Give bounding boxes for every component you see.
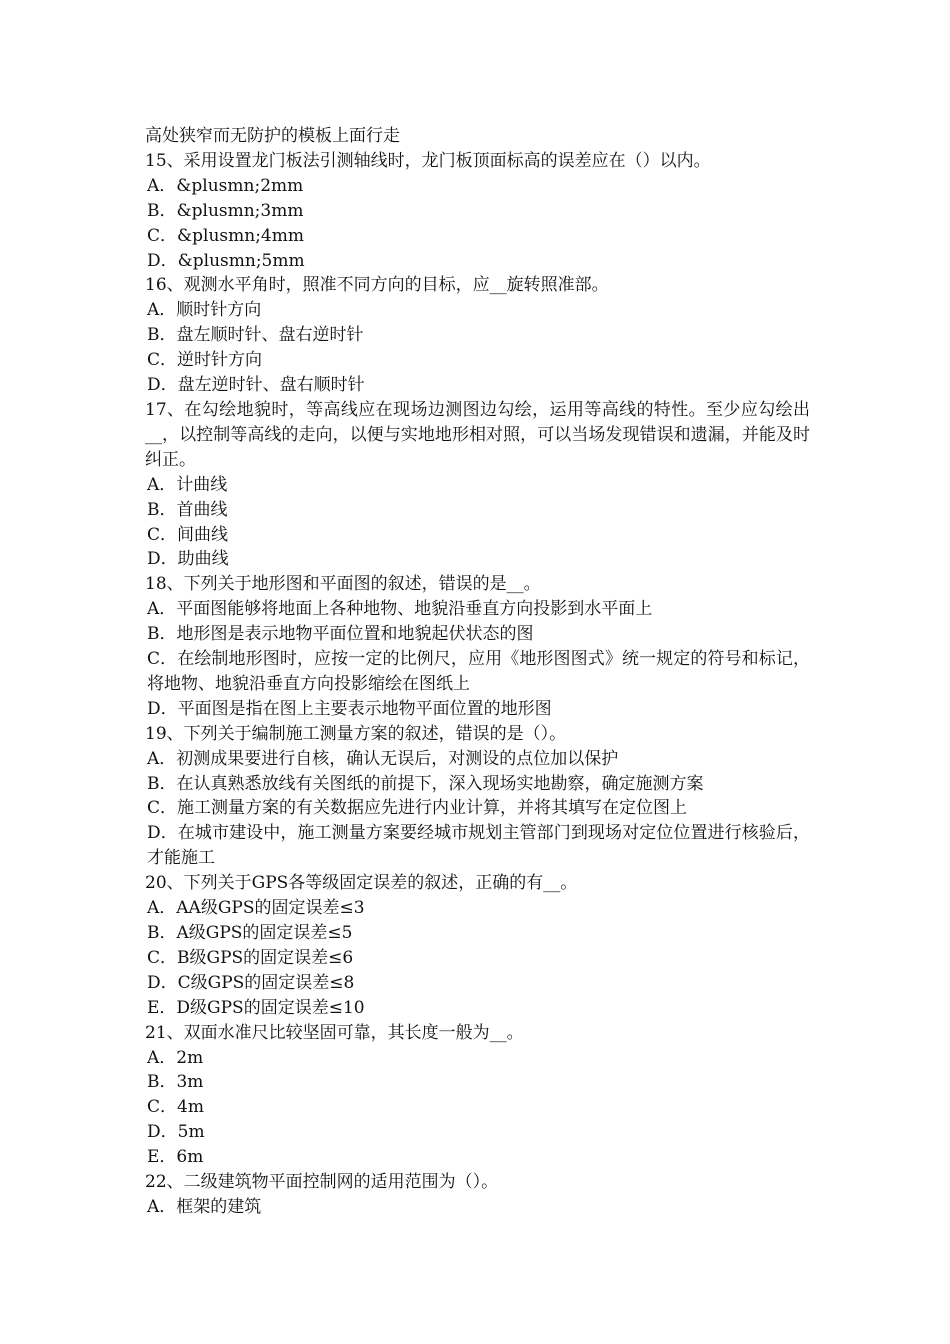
question-15-option-a: A．&plusmn;2mm [147, 175, 304, 196]
question-15-option-d: D．&plusmn;5mm [147, 250, 305, 271]
question-20-option-b: B．A级GPS的固定误差≤5 [147, 923, 353, 943]
question-20-option-d: D．C级GPS的固定误差≤8 [147, 972, 355, 993]
question-17-option-d: D．助曲线 [147, 549, 229, 570]
document-body [145, 124, 810, 1220]
question-20-option-a: A．AA级GPS的固定误差≤3 [147, 898, 365, 919]
question-17-option-b: B．首曲线 [147, 499, 228, 520]
question-22-option-a: A．框架的建筑 [147, 1196, 262, 1217]
intro-text: 高处狭窄而无防护的模板上面行走 [145, 126, 400, 146]
question-19-option-b: B．在认真熟悉放线有关图纸的前提下，深入现场实地勘察，确定施测方案 [147, 773, 704, 794]
question-21-option-b: B．3m [147, 1072, 204, 1093]
question-21-option-d: D．5m [147, 1122, 205, 1143]
question-17-option-c: C．间曲线 [147, 524, 229, 545]
question-20-option-e: E．D级GPS的固定误差≤10 [147, 997, 365, 1018]
question-21-stem: 21、双面水准尺比较坚固可靠，其长度一般为__。 [145, 1022, 524, 1043]
question-21-option-a: A．2m [147, 1047, 204, 1068]
question-22-stem: 22、二级建筑物平面控制网的适用范围为（）。 [145, 1172, 499, 1193]
question-19-option-d: D．在城市建设中，施工测量方案要经城市规划主管部门到现场对定位位置进行核验后，才能施工 [147, 823, 810, 869]
question-18-stem: 18、下列关于地形图和平面图的叙述，错误的是__。 [145, 574, 541, 595]
question-16-option-a: A．顺时针方向 [147, 300, 262, 321]
question-18-option-a: A．平面图能够将地面上各种地物、地貌沿垂直方向投影到水平面上 [147, 599, 653, 620]
question-16-option-c: C．逆时针方向 [147, 350, 263, 371]
question-16-option-b: B．盘左顺时针、盘右逆时针 [147, 325, 364, 346]
question-20-stem: 20、下列关于GPS各等级固定误差的叙述，正确的有__。 [145, 873, 578, 894]
question-20-option-c: C．B级GPS的固定误差≤6 [147, 947, 354, 968]
question-18-option-b: B．地形图是表示地物平面位置和地貌起伏状态的图 [147, 624, 534, 645]
question-15-stem: 15、采用设置龙门板法引测轴线时，龙门板顶面标高的误差应在（）以内。 [145, 150, 711, 171]
question-17-option-a: A．计曲线 [147, 474, 228, 495]
question-16-stem: 16、观测水平角时，照准不同方向的目标，应__旋转照准部。 [145, 275, 609, 296]
question-19-option-c: C．施工测量方案的有关数据应先进行内业计算，并将其填写在定位图上 [147, 798, 688, 819]
question-18-option-d: D．平面图是指在图上主要表示地物平面位置的地形图 [147, 698, 552, 719]
question-15-option-c: C．&plusmn;4mm [147, 225, 304, 246]
question-21-option-c: C．4m [147, 1097, 204, 1118]
question-18-option-c: C．在绘制地形图时，应按一定的比例尺，应用《地形图图式》统一规定的符号和标记，将地物、地貌沿垂直方向投影缩绘在图纸上 [147, 649, 810, 694]
question-15-option-b: B．&plusmn;3mm [147, 200, 304, 221]
question-19-stem: 19、下列关于编制施工测量方案的叙述，错误的是（）。 [145, 723, 567, 744]
question-17-stem: 17、在勾绘地貌时，等高线应在现场边测图边勾绘，运用等高线的特性。至少应勾绘出__，以控制等高线的走向，以便与实地地形相对照，可以当场发现错误和遗漏，并能及时纠正。 [145, 399, 810, 470]
question-16-option-d: D．盘左逆时针、盘右顺时针 [147, 375, 365, 396]
question-21-option-e: E．6m [147, 1147, 204, 1168]
question-19-option-a: A．初测成果要进行自核，确认无误后，对测设的点位加以保护 [147, 748, 619, 769]
